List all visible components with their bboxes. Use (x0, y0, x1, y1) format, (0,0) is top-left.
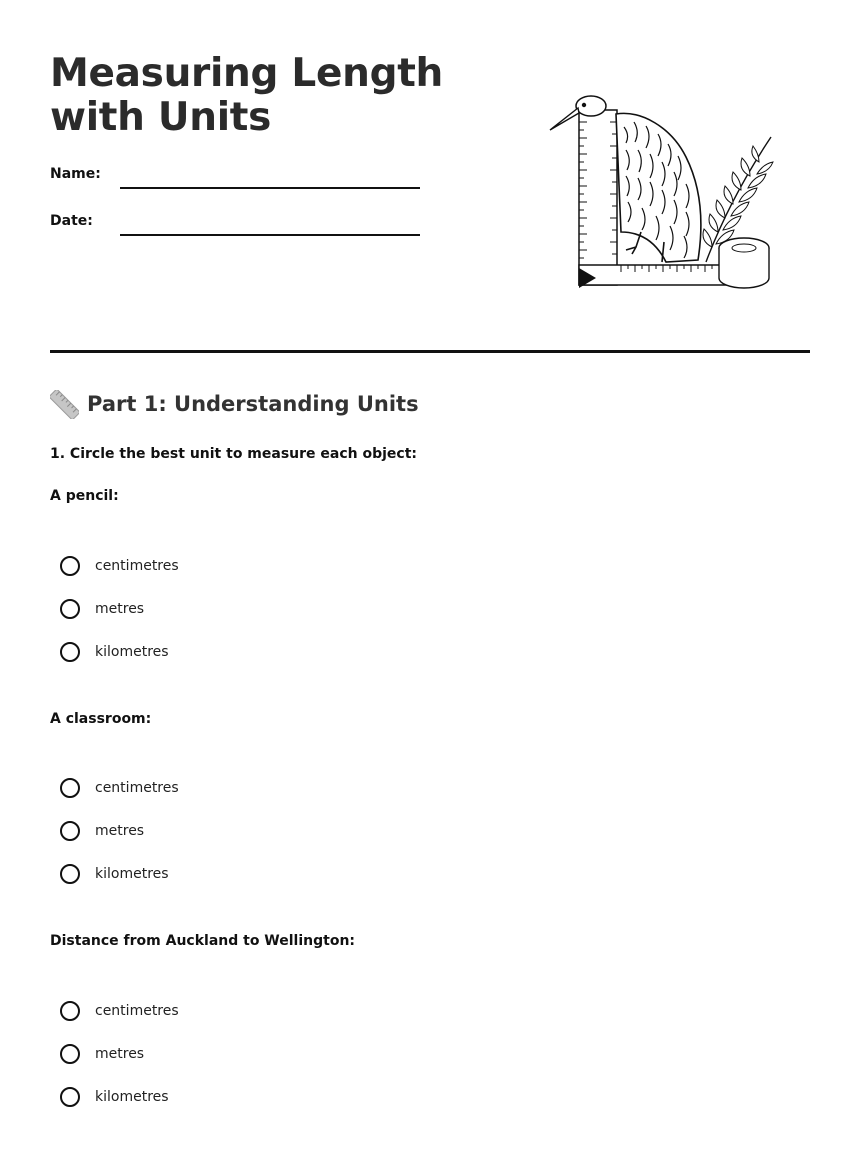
option-label: metres (95, 823, 145, 839)
name-label: Name: (50, 166, 101, 182)
option-label: metres (95, 601, 145, 617)
item-label-classroom: A classroom: (50, 711, 152, 727)
option-distance-metres[interactable] (60, 1042, 144, 1066)
radio-circle[interactable] (60, 1044, 80, 1064)
option-label: centimetres (95, 1003, 179, 1019)
option-pencil-kilometres[interactable] (60, 640, 169, 664)
radio-circle[interactable] (60, 1001, 80, 1021)
option-pencil-centimetres[interactable] (60, 554, 179, 578)
option-pencil-metres[interactable] (60, 597, 144, 621)
section-heading (50, 388, 419, 420)
option-label: centimetres (95, 780, 179, 796)
option-classroom-centimetres[interactable] (60, 776, 179, 800)
name-field-line[interactable] (120, 187, 420, 189)
option-distance-centimetres[interactable] (60, 999, 179, 1023)
radio-circle[interactable] (60, 1087, 80, 1107)
radio-circle[interactable] (60, 821, 80, 841)
page-title: Measuring Length with Units (50, 51, 444, 140)
section-divider (50, 350, 810, 353)
item-label-pencil: A pencil: (50, 488, 119, 504)
option-classroom-kilometres[interactable] (60, 862, 169, 886)
question-prompt: 1. Circle the best unit to measure each object: (50, 446, 418, 462)
item-label-distance: Distance from Auckland to Wellington: (50, 933, 356, 949)
option-distance-kilometres[interactable] (60, 1085, 169, 1109)
radio-circle[interactable] (60, 599, 80, 619)
kiwi-ruler-illustration (546, 92, 776, 292)
option-label: centimetres (95, 558, 179, 574)
radio-circle[interactable] (60, 864, 80, 884)
option-label: metres (95, 1046, 145, 1062)
ruler-icon (50, 390, 79, 419)
section-title: Part 1: Understanding Units (87, 392, 419, 416)
option-label: kilometres (95, 1089, 169, 1105)
radio-circle[interactable] (60, 778, 80, 798)
radio-circle[interactable] (60, 642, 80, 662)
radio-circle[interactable] (60, 556, 80, 576)
date-label: Date: (50, 213, 93, 229)
date-field-line[interactable] (120, 234, 420, 236)
option-classroom-metres[interactable] (60, 819, 144, 843)
option-label: kilometres (95, 644, 169, 660)
option-label: kilometres (95, 866, 169, 882)
